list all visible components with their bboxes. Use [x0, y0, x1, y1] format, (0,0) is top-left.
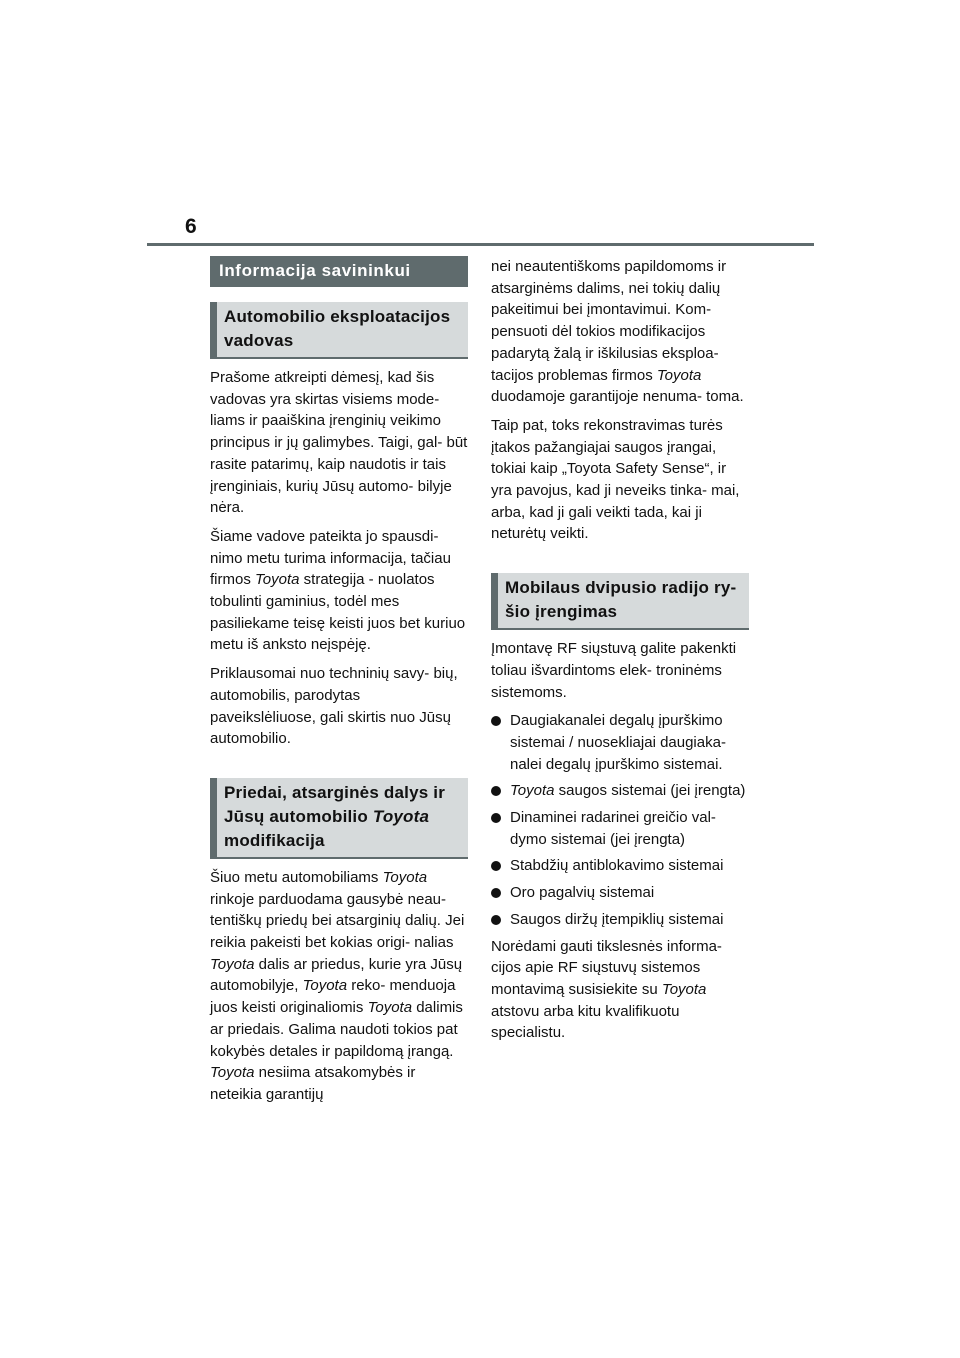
right-column	[491, 256, 749, 1051]
section-title: Informacija savininkui	[210, 256, 468, 287]
paragraph-radio-outro: Norėdami gauti tikslesnės informa- cijos apie RF siųstuvų sistemos montavimą susisiekite su Toyota atstovu arba kitu kvalifikuotu specialistu.	[491, 937, 722, 1042]
bullet-icon	[491, 786, 501, 796]
list-item: Dinaminei radarinei greičio val- dymo sistemai (jei įrengta)	[491, 807, 749, 850]
list-item: Saugos diržų įtempiklių sistemai	[491, 909, 749, 931]
bullet-icon	[491, 888, 501, 898]
left-column	[210, 256, 468, 1113]
paragraph-safety-sense: Taip pat, toks rekonstravimas turės įtakos pažangiajai saugos įrangai, tokiai kaip „Toyota Safety Sense“, ir yra pavojus, kad ji neveiks tinka- mai, arba, kad ji gali veikti tada, kai ji neturėtų veikti.	[491, 416, 740, 543]
bullet-icon	[491, 716, 501, 726]
brand-text: Toyota	[661, 980, 707, 998]
bullet-icon	[491, 915, 501, 925]
page-number: 6	[185, 215, 197, 238]
bullet-list	[491, 710, 749, 930]
paragraph-manual-2: Šiame vadove pateikta jo spausdi- nimo metu turima informacija, tačiau firmos Toyota strategija - nuolatos tobulinti gaminius, todėl mes pasiliekame teisę keisti juos bet kuriuo metu iš anksto neįspėję.	[210, 527, 466, 654]
subheading-accessories: Priedai, atsarginės dalys ir Jūsų automobilio Toyota modifikacija	[210, 778, 468, 859]
paragraph-accessories-continued: nei neautentiškoms papildomoms ir atsarginėms dalims, nei tokių dalių pakeitimui bei įmontavimui. Kom- pensuoti dėl tokios modifikacijos padarytą žalą ir iškilusias eksploa- tacijos problemas firmos Toyota duodamoje garantijoje nenuma- toma.	[491, 258, 744, 406]
paragraph-manual-3: Priklausomai nuo techninių savy- bių, automobilis, parodytas paveikslėliuose, gali skirtis nuo Jūsų automobilio.	[210, 665, 458, 748]
brand-text: Toyota	[510, 782, 555, 800]
header-rule	[147, 243, 814, 246]
paragraph-accessories-1: Šiuo metu automobiliams Toyota rinkoje parduodama gausybė neau- tentiškų priedų bei atsarginių dalių. Jei reikia pakeisti bet kokias origi- nalias Toyota dalis ar priedus, kurie yra Jūsų automobilyje, Toyota reko- menduoja juos keisti originaliomis Toyota dalimis ar priedais. Galima naudoti tokios pat kokybės detales ir papildomą įrangą. Toyota nesiima atsakomybės ir neteikia garantijų	[210, 868, 465, 1103]
subheading-owners-manual: Automobilio eksploatacijos vadovas	[210, 302, 468, 359]
subheading-radio: Mobilaus dvipusio radijo ry- šio įrengimas	[491, 573, 749, 630]
paragraph-manual-1: Prašome atkreipti dėmesį, kad šis vadovas yra skirtas visiems mode- liams ir paaiškina įrenginių veikimo principus ir jų galimybes. Taigi, gal- būt rasite patarimų, kaip naudotis ir tais įrenginiais, kurių Jūsų automo- bilyje nėra.	[210, 369, 468, 517]
brand-text: Toyota	[372, 806, 430, 826]
brand-text: Toyota	[656, 366, 702, 384]
bullet-icon	[491, 813, 501, 823]
bullet-icon	[491, 861, 501, 871]
brand-text: Toyota	[255, 571, 300, 589]
list-item: Daugiakanalei degalų įpurškimo sistemai / nuosekliajai daugiaka- nalei degalų įpurškimo sistemai.	[491, 710, 749, 775]
list-item: Oro pagalvių sistemai	[491, 882, 749, 904]
list-item: Toyota saugos sistemai (jei įrengta)	[491, 780, 749, 802]
list-item: Stabdžių antiblokavimo sistemai	[491, 855, 749, 877]
paragraph-radio-intro: Įmontavę RF siųstuvą galite pakenkti toliau išvardintoms elek- troninėms sistemoms.	[491, 640, 737, 701]
